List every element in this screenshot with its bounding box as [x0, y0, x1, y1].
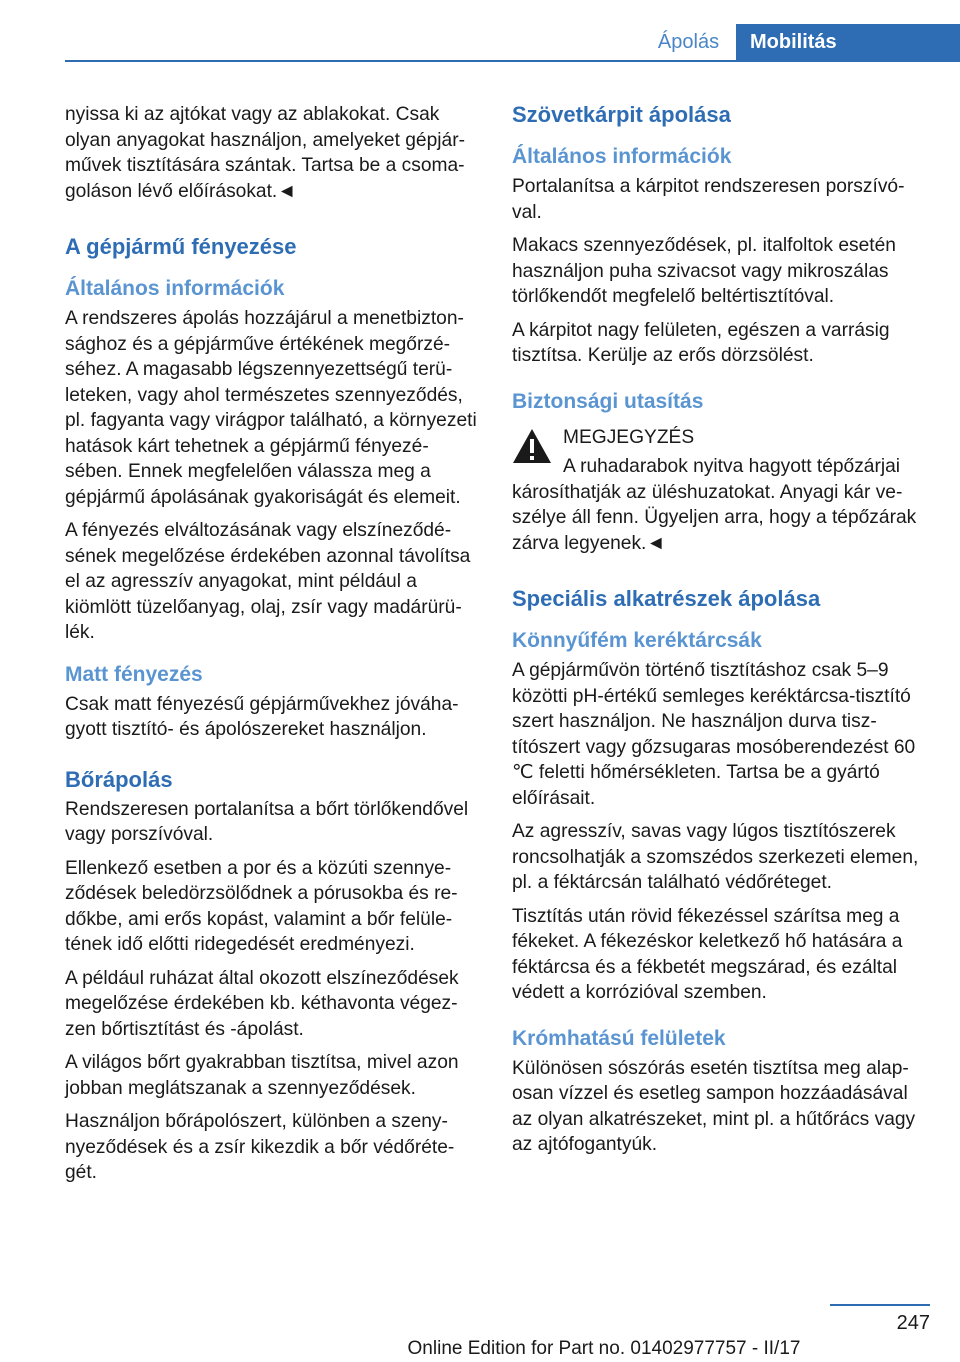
paragraph: A kárpitot nagy felületen, egészen a varrásig tisztítsa. Kerülje az erős dörzsölést.	[512, 319, 890, 366]
paragraph: A gépjárművön történő tisztításhoz csak 5–9 közötti pH-értékű semleges keréktárcsa-tisztító szert használjon. Ne használjon durva tisztítószert vagy gőzsugaras mosóberendezést 60 ℃ feletti hőmérsékleten. Tartsa be a gyártó előírásait.	[512, 660, 916, 809]
edition-footer: Online Edition for Part no. 01402977757 - II/17	[407, 1338, 801, 1359]
subheading-alloy-wheels: Könnyűfém keréktárcsák	[512, 629, 762, 652]
subheading-chrome-surfaces: Krómhatású felületek	[512, 1026, 726, 1050]
paragraph: Rendszeresen portalanítsa a bőrt törlőkendővel vagy porszívóval.	[65, 798, 469, 845]
right-column	[512, 102, 927, 1166]
subheading-general-info: Általános információk	[65, 277, 285, 300]
header-divider	[65, 60, 960, 62]
subheading-matt-paint: Matt fényezés	[65, 662, 203, 686]
section-heading-fabric: Szövetkárpit ápolása	[512, 102, 731, 127]
paragraph: nyissa ki az ajtókat vagy az ablakokat. Csak olyan anyagokat használjon, amelyeket gépjárművek tisztítására szántak. Tartsa be a csomagoláson lévő előírásokat.◄	[65, 104, 465, 202]
paragraph: Makacs szennyeződések, pl. italfoltok esetén használjon puha szivacsot vagy mikroszálas törlőkendőt megfelelő beltértisztítóval.	[512, 235, 896, 307]
left-column	[65, 102, 477, 1194]
section-heading-special-parts: Speciális alkatrészek ápolása	[512, 586, 821, 611]
warning-text: A ruhadarabok nyitva hagyott tépőzárjai károsíthatják az üléshuzatokat. Anyagi kár veszélye áll fenn. Ügyeljen arra, hogy a tépőzárak zárva legyenek.◄	[512, 456, 917, 554]
paragraph: Portalanítsa a kárpitot rendszeresen porszívóval.	[512, 176, 905, 223]
footer-divider	[830, 1304, 930, 1306]
warning-box	[512, 425, 927, 557]
paragraph: Különösen sószórás esetén tisztítsa meg alaposan vízzel és esetleg sampon hozzáadásával az olyan alkatrészeket, mint pl. a hűtőrács vagy az ajtófogantyúk.	[512, 1057, 916, 1155]
tab-care[interactable]: Ápolás	[657, 30, 720, 53]
paragraph: Csak matt fényezésű gépjárművekhez jóváhagyott tisztító- és ápolószereket használjon.	[65, 693, 459, 740]
tab-mobility[interactable]: Mobilitás	[736, 24, 960, 60]
subheading-safety: Biztonsági utasítás	[512, 389, 704, 413]
section-heading-paint: A gépjármű fényezése	[65, 234, 297, 259]
paragraph: A fényezés elváltozásának vagy elszíneződésének megelőzése érdekében azonnal távolítsa el az agresszív anyagokat, mint például a kiömlött tüzelőanyag, olaj, zsír vagy madárürülék.	[65, 520, 471, 643]
paragraph: Tisztítás után rövid fékezéssel szárítsa meg a fékeket. A fékezéskor keletkező hő hatására a féktárcsa és a fékbetét megszárad, és ezáltal védett a korrózióval szemben.	[512, 905, 903, 1003]
paragraph: A világos bőrt gyakrabban tisztítsa, mivel azon jobban meglátszanak a szennyeződések.	[65, 1052, 459, 1099]
paragraph: Használjon bőrápolószert, különben a szenynyeződések és a zsír kikezdik a bőr védőrétegét.	[65, 1111, 455, 1183]
paragraph: A rendszeres ápolás hozzájárul a menetbiztonsághoz és a gépjárműve értékének megőrzéséhez. A magasabb légszennyezettségű területeken, vagy ahol természetes szennyeződés, pl. fagyanta vagy virágpor található, a környezeti hatások kárt tehetnek a gépjármű fényezésében. Ennek megfelelően válassza meg a gépjármű ápolásának gyakoriságát és elemeit.	[65, 308, 477, 508]
subheading-general-info: Általános információk	[512, 145, 732, 168]
paragraph: Az agresszív, savas vagy lúgos tisztítószerek roncsolhatják a szomszédos szerkezeti elemen, pl. a féktárcsán található védőréteget.	[512, 821, 919, 893]
paragraph: Ellenkező esetben a por és a közúti szennyeződések beledörzsölődnek a pórusokba és redőkbe, ami erős kopást, valamint a bőr felületének idő előtti ridegedését eredményezi.	[65, 857, 458, 955]
section-heading-leather: Bőrápolás	[65, 766, 173, 792]
page-number: 247	[896, 1312, 930, 1334]
page-header	[0, 0, 960, 62]
warning-triangle-icon	[512, 428, 552, 464]
paragraph: A például ruházat által okozott elszíneződések megelőzése érdekében kb. kéthavonta végezzen bőrtisztítást és -ápolást.	[65, 967, 459, 1040]
warning-title: MEGJEGYZÉS	[563, 426, 695, 448]
